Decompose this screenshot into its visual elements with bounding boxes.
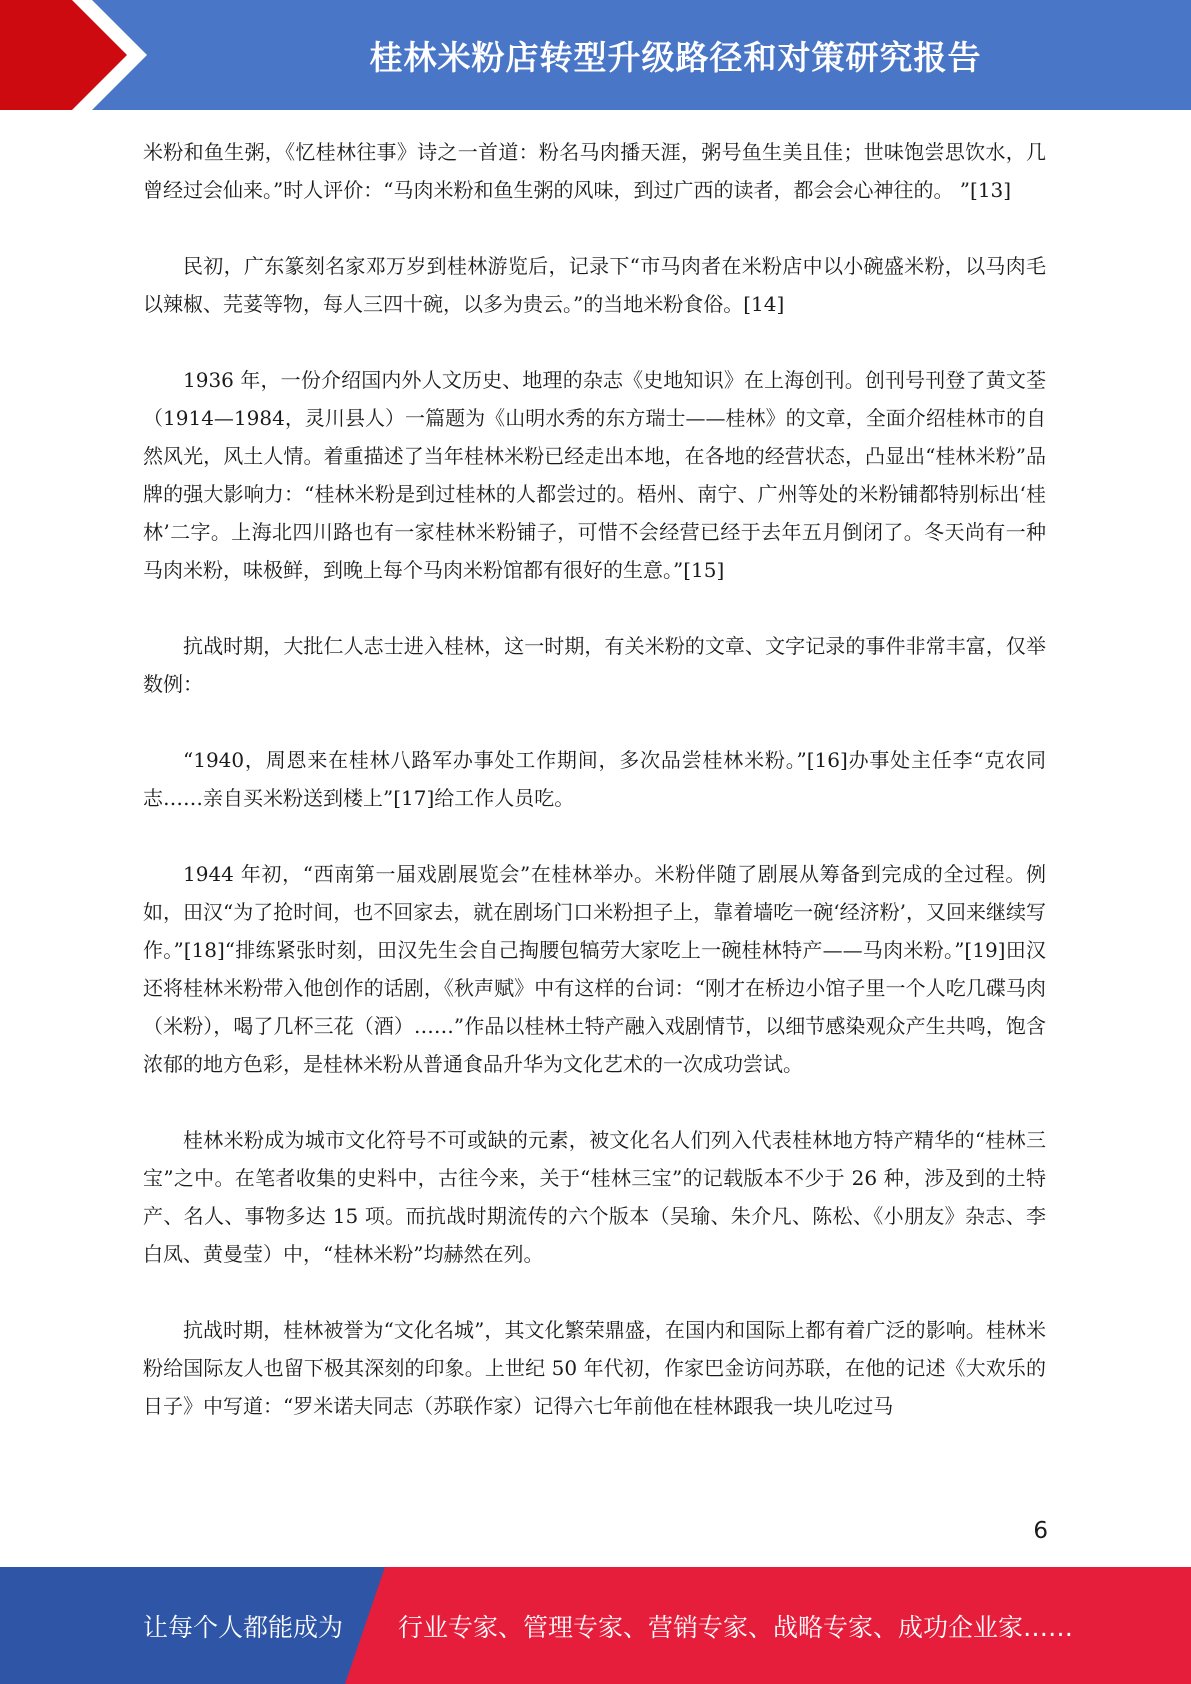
- paragraph: “1940，周恩来在桂林八路军办事处工作期间，多次品尝桂林米粉。”[16]办事处主任李“克农同志……亲自买米粉送到楼上”[17]给工作人员吃。: [143, 748, 1046, 810]
- paragraph: 桂林米粉成为城市文化符号不可或缺的元素，被文化名人们列入代表桂林地方特产精华的“桂林三宝”之中。在笔者收集的史料中，古往今来，关于“桂林三宝”的记载版本不少于 26 种，涉及到的土特产、名人、事物多达 15 项。而抗战时期流传的六个版本（吴瑜、朱介凡、陈松、《小朋友》杂志、李白凤、黄曼莹）中，“桂林米粉”均赫然在列。: [143, 1128, 1046, 1266]
- header-arrow-icon: [0, 0, 160, 110]
- document-title: 桂林米粉店转型升级路径和对策研究报告: [369, 37, 982, 77]
- paragraph: 民初，广东篆刻名家邓万岁到桂林游览后，记录下“市马肉者在米粉店中以小碗盛米粉，以马肉毛以辣椒、芫荽等物，每人三四十碗，以多为贵云。”的当地米粉食俗。[14]: [143, 254, 1046, 316]
- page-number: 6: [1033, 1518, 1048, 1544]
- paragraph: 米粉和鱼生粥，《忆桂林往事》诗之一首道：粉名马肉播天涯，粥号鱼生美且佳；世味饱尝思饮水，几曾经过会仙来。”时人评价：“马肉米粉和鱼生粥的风味，到过广西的读者，都会会心神往的。 ”[13]: [143, 140, 1046, 202]
- paragraph: 1936 年，一份介绍国内外人文历史、地理的杂志《史地知识》在上海创刊。创刊号刊登了黄文荃（1914—1984，灵川县人）一篇题为《山明水秀的东方瑞士——桂林》的文章，全面介绍桂林市的自然风光，风土人情。着重描述了当年桂林米粉已经走出本地，在各地的经营状态，凸显出“桂林米粉”品牌的强大影响力：“桂林米粉是到过桂林的人都尝过的。梧州、南宁、广州等处的米粉铺都特别标出‘桂林’二字。上海北四川路也有一家桂林米粉铺子，可惜不会经营已经于去年五月倒闭了。冬天尚有一种马肉米粉，味极鲜，到晚上每个马肉米粉馆都有很好的生意。”[15]: [143, 368, 1046, 582]
- paragraph: 抗战时期，桂林被誉为“文化名城”，其文化繁荣鼎盛，在国内和国际上都有着广泛的影响。桂林米粉给国际友人也留下极其深刻的印象。上世纪 50 年代初，作家巴金访问苏联，在他的记述《大欢乐的日子》中写道：“罗米诺夫同志（苏联作家）记得六七年前他在桂林跟我一块儿吃过马: [143, 1318, 1046, 1418]
- page-footer: [0, 1567, 1191, 1684]
- footer-slogan-right: 行业专家、管理专家、营销专家、战略专家、成功企业家……: [398, 1612, 1074, 1642]
- paragraph: 抗战时期，大批仁人志士进入桂林，这一时期，有关米粉的文章、文字记录的事件非常丰富，仅举数例：: [143, 634, 1046, 696]
- footer-slogan-left: 让每个人都能成为: [143, 1612, 344, 1642]
- paragraph: 1944 年初，“西南第一届戏剧展览会”在桂林举办。米粉伴随了剧展从筹备到完成的全过程。例如，田汉“为了抢时间，也不回家去，就在剧场门口米粉担子上，靠着墙吃一碗‘经济粉’，又回来继续写作。”[18]“排练紧张时刻，田汉先生会自己掏腰包犒劳大家吃上一碗桂林特产——马肉米粉。”[19]田汉还将桂林米粉带入他创作的话剧，《秋声赋》中有这样的台词：“刚才在桥边小馆子里一个人吃几碟马肉（米粉），喝了几杯三花（酒）……”作品以桂林土特产融入戏剧情节，以细节感染观众产生共鸣，饱含浓郁的地方色彩，是桂林米粉从普通食品升华为文化艺术的一次成功尝试。: [143, 862, 1046, 1076]
- page-header: [0, 0, 1191, 110]
- page-body: [143, 133, 1046, 1463]
